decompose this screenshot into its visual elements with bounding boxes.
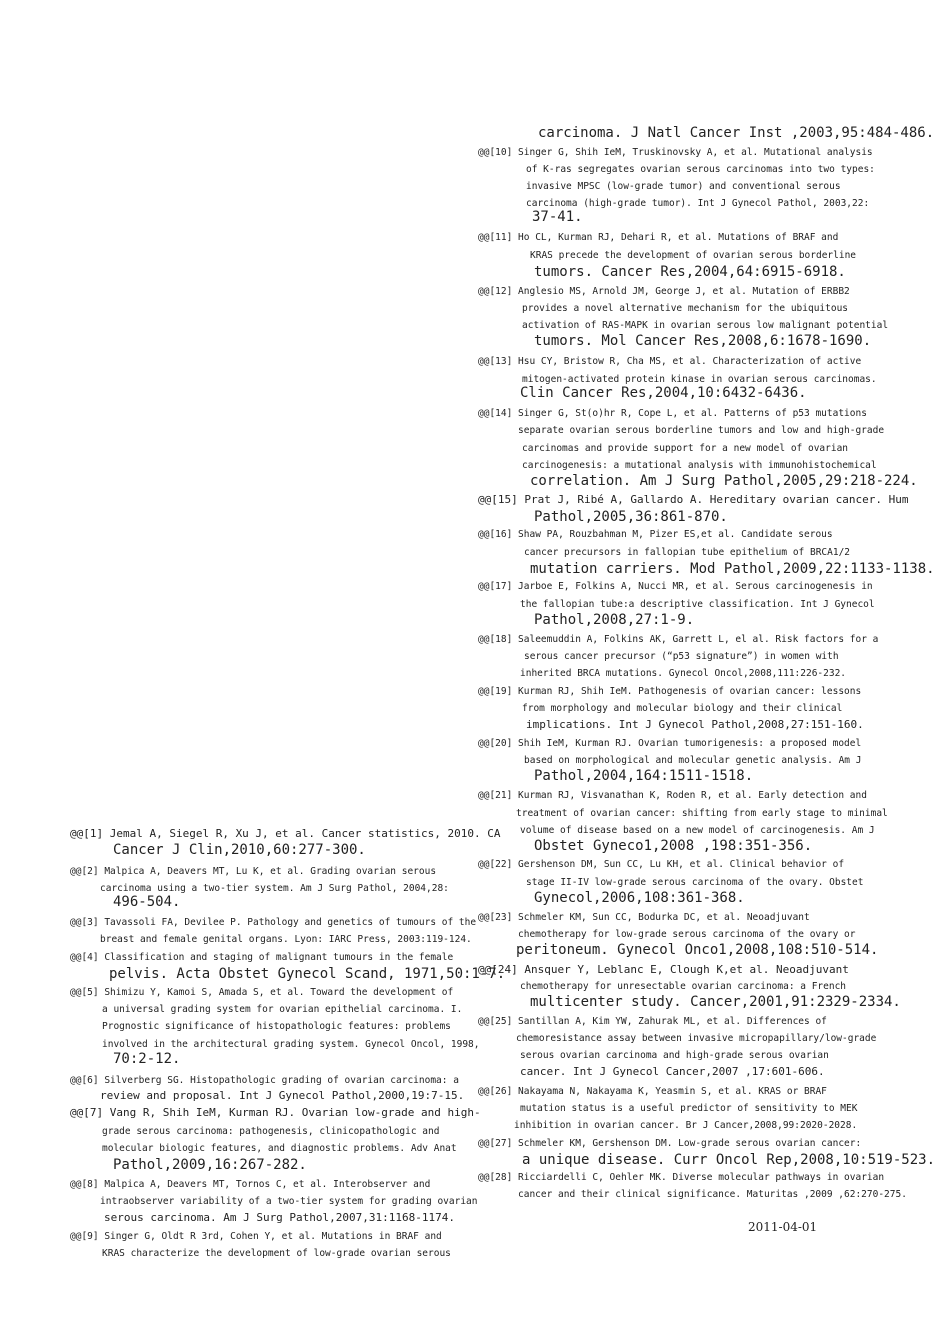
reference-line: activation of RAS-MAPK in ovarian serous low malignant potential	[522, 320, 889, 331]
reference-line: @@[13] Hsu CY, Bristow R, Cha MS, et al. Characterization of active	[478, 356, 862, 367]
reference-line: grade serous carcinoma: pathogenesis, clinicopathologic and	[102, 1126, 440, 1137]
reference-line: carcinomas and provide support for a new model of ovarian	[522, 443, 849, 454]
reference-line: intraobserver variability of a two-tier system for grading ovarian	[100, 1196, 478, 1207]
reference-line: chemotherapy for low-grade serous carcinoma of the ovary or	[518, 929, 856, 940]
page-date: 2011-04-01	[748, 1220, 818, 1234]
reference-line: @@[4] Classification and staging of malignant tumours in the female	[70, 952, 454, 963]
reference-line: serous carcinoma. Am J Surg Pathol,2007,31:1168-1174.	[104, 1211, 455, 1224]
reference-line: treatment of ovarian cancer: shifting from early stage to minimal	[516, 808, 888, 819]
reference-line: @@[6] Silverberg SG. Histopathologic grading of ovarian carcinoma: a	[70, 1075, 459, 1086]
reference-line: KRAS precede the development of ovarian serous borderline	[530, 250, 857, 261]
reference-line: Pathol,2005,36:861-870.	[534, 509, 728, 525]
reference-line: invasive MPSC (low-grade tumor) and conventional serous	[526, 181, 841, 192]
reference-continuation: carcinoma. J Natl Cancer Inst ,2003,95:484-486.	[538, 125, 935, 141]
reference-line: volume of disease based on a new model of carcinogenesis. Am J	[520, 825, 875, 836]
reference-line: cancer. Int J Gynecol Cancer,2007 ,17:601-606.	[520, 1065, 825, 1078]
reference-line: provides a novel alternative mechanism for the ubiquitous	[522, 303, 849, 314]
reference-line: @@[14] Singer G, St(o)hr R, Cope L, et al. Patterns of p53 mutations	[478, 408, 867, 419]
reference-line: review and proposal. Int J Gynecol Pathol,2000,19:7-15.	[100, 1089, 465, 1102]
reference-line: @@[7] Vang R, Shih IeM, Kurman RJ. Ovarian low-grade and high-	[70, 1106, 481, 1119]
reference-line: separate ovarian serous borderline tumors and low and high-grade	[518, 425, 885, 436]
reference-line: inherited BRCA mutations. Gynecol Oncol,2008,111:226-232.	[520, 668, 847, 679]
reference-line: mutation status is a useful predictor of sensitivity to MEK	[520, 1103, 858, 1114]
reference-line: Pathol,2009,16:267-282.	[113, 1157, 307, 1173]
reference-line: @@[1] Jemal A, Siegel R, Xu J, et al. Cancer statistics, 2010. CA	[70, 827, 501, 840]
reference-line: of K-ras segregates ovarian serous carcinomas into two types:	[526, 164, 875, 175]
reference-line: @@[21] Kurman RJ, Visvanathan K, Roden R, et al. Early detection and	[478, 790, 867, 801]
reference-line: 70:2-12.	[113, 1051, 181, 1067]
reference-line: chemoresistance assay between invasive micropapillary/low-grade	[516, 1033, 877, 1044]
reference-line: mutation carriers. Mod Pathol,2009,22:1133-1138.	[530, 561, 935, 577]
reference-line: the fallopian tube:a descriptive classification. Int J Gynecol	[520, 599, 875, 610]
reference-line: Pathol,2004,164:1511-1518.	[534, 768, 754, 784]
reference-line: 496-504.	[113, 894, 181, 910]
reference-line: carcinoma using a two-tier system. Am J Surg Pathol, 2004,28:	[100, 883, 449, 894]
reference-line: @@[5] Shimizu Y, Kamoi S, Amada S, et al. Toward the development of	[70, 987, 454, 998]
reference-line: Obstet Gyneco1,2008 ,198:351-356.	[534, 838, 813, 854]
reference-line: tumors. Cancer Res,2004,64:6915-6918.	[534, 264, 846, 280]
reference-line: @@[17] Jarboe E, Folkins A, Nucci MR, et al. Serous carcinogenesis in	[478, 581, 873, 592]
reference-line: @@[10] Singer G, Shih IeM, Truskinovsky A, et al. Mutational analysis	[478, 147, 873, 158]
reference-line: serous cancer precursor (“p53 signature”) in women with	[524, 651, 839, 662]
reference-line: multicenter study. Cancer,2001,91:2329-2334.	[530, 994, 901, 1010]
reference-line: Pathol,2008,27:1-9.	[534, 612, 695, 628]
reference-line: stage II-IV low-grade serous carcinoma of the ovary. Obstet	[526, 877, 864, 888]
reference-line: @@[24] Ansquer Y, Leblanc E, Clough K,et al. Neoadjuvant	[478, 963, 849, 976]
reference-line: from morphology and molecular biology and their clinical	[522, 703, 843, 714]
reference-line: @@[19] Kurman RJ, Shih IeM. Pathogenesis of ovarian cancer: lessons	[478, 686, 862, 697]
reference-line: correlation. Am J Surg Pathol,2005,29:218-224.	[530, 473, 918, 489]
reference-line: peritoneum. Gynecol Onco1,2008,108:510-514.	[516, 942, 879, 958]
reference-line: carcinoma (high-grade tumor). Int J Gynecol Pathol, 2003,22:	[526, 198, 870, 209]
reference-line: chemotherapy for unresectable ovarian carcinoma: a French	[520, 981, 847, 992]
reference-line: @@[16] Shaw PA, Rouzbahman M, Pizer ES,et al. Candidate serous	[478, 529, 833, 540]
reference-line: molecular biologic features, and diagnostic problems. Adv Anat	[102, 1143, 457, 1154]
reference-line: @@[9] Singer G, Oldt R 3rd, Cohen Y, et al. Mutations in BRAF and	[70, 1231, 442, 1242]
reference-line: mitogen-activated protein kinase in ovarian serous carcinomas.	[522, 374, 877, 385]
reference-line: cancer precursors in fallopian tube epithelium of BRCA1/2	[524, 547, 851, 558]
reference-line: serous ovarian carcinoma and high-grade serous ovarian	[520, 1050, 829, 1061]
reference-line: @@[3] Tavassoli FA, Devilee P. Pathology and genetics of tumours of the	[70, 917, 477, 928]
reference-line: pelvis. Acta Obstet Gynecol Scand, 1971,50:1-7.	[109, 966, 506, 982]
reference-line: @@[20] Shih IeM, Kurman RJ. Ovarian tumorigenesis: a proposed model	[478, 738, 862, 749]
reference-line: Clin Cancer Res,2004,10:6432-6436.	[520, 385, 807, 401]
reference-line: Cancer J Clin,2010,60:277-300.	[113, 842, 366, 858]
reference-line: Gynecol,2006,108:361-368.	[534, 890, 745, 906]
reference-line: 37-41.	[532, 209, 583, 225]
reference-line: @@[27] Schmeler KM, Gershenson DM. Low-grade serous ovarian cancer:	[478, 1138, 862, 1149]
reference-line: tumors. Mol Cancer Res,2008,6:1678-1690.	[534, 333, 872, 349]
reference-line: based on morphological and molecular genetic analysis. Am J	[524, 755, 862, 766]
reference-line: breast and female genital organs. Lyon: IARC Press, 2003:119-124.	[100, 934, 472, 945]
reference-line: @@[23] Schmeler KM, Sun CC, Bodurka DC, et al. Neoadjuvant	[478, 912, 810, 923]
reference-line: @@[8] Malpica A, Deavers MT, Tornos C, et al. Interobserver and	[70, 1179, 431, 1190]
reference-line: a universal grading system for ovarian epithelial carcinoma. I.	[102, 1004, 463, 1015]
reference-line: @@[11] Ho CL, Kurman RJ, Dehari R, et al. Mutations of BRAF and	[478, 232, 839, 243]
reference-line: @@[22] Gershenson DM, Sun CC, Lu KH, et al. Clinical behavior of	[478, 859, 845, 870]
reference-line: involved in the architectural grading system. Gynecol Oncol, 1998,	[102, 1039, 480, 1050]
reference-line: carcinogenesis: a mutational analysis with immunohistochemical	[522, 460, 877, 471]
reference-line: @@[2] Malpica A, Deavers MT, Lu K, et al. Grading ovarian serous	[70, 866, 437, 877]
reference-line: @@[28] Ricciardelli C, Oehler MK. Diverse molecular pathways in ovarian	[478, 1172, 885, 1183]
reference-line: @@[18] Saleemuddin A, Folkins AK, Garrett L, el al. Risk factors for a	[478, 634, 879, 645]
reference-line: inhibition in ovarian cancer. Br J Cancer,2008,99:2020-2028.	[514, 1120, 858, 1131]
reference-line: @@[26] Nakayama N, Nakayama K, Yeasmin S, et al. KRAS or BRAF	[478, 1086, 827, 1097]
reference-line: KRAS characterize the development of low-grade ovarian serous	[102, 1248, 451, 1259]
reference-line: @@[25] Santillan A, Kim YW, Zahurak ML, et al. Differences of	[478, 1016, 827, 1027]
reference-line: Prognostic significance of histopathologic features: problems	[102, 1021, 451, 1032]
reference-line: @@[15] Prat J, Ribé A, Gallardo A. Hereditary ovarian cancer. Hum	[478, 493, 909, 506]
reference-line: @@[12] Anglesio MS, Arnold JM, George J, et al. Mutation of ERBB2	[478, 286, 850, 297]
reference-line: implications. Int J Gynecol Pathol,2008,27:151-160.	[526, 718, 864, 731]
reference-line: a unique disease. Curr Oncol Rep,2008,10:519-523.	[522, 1152, 936, 1168]
reference-line: cancer and their clinical significance. Maturitas ,2009 ,62:270-275.	[518, 1189, 907, 1200]
